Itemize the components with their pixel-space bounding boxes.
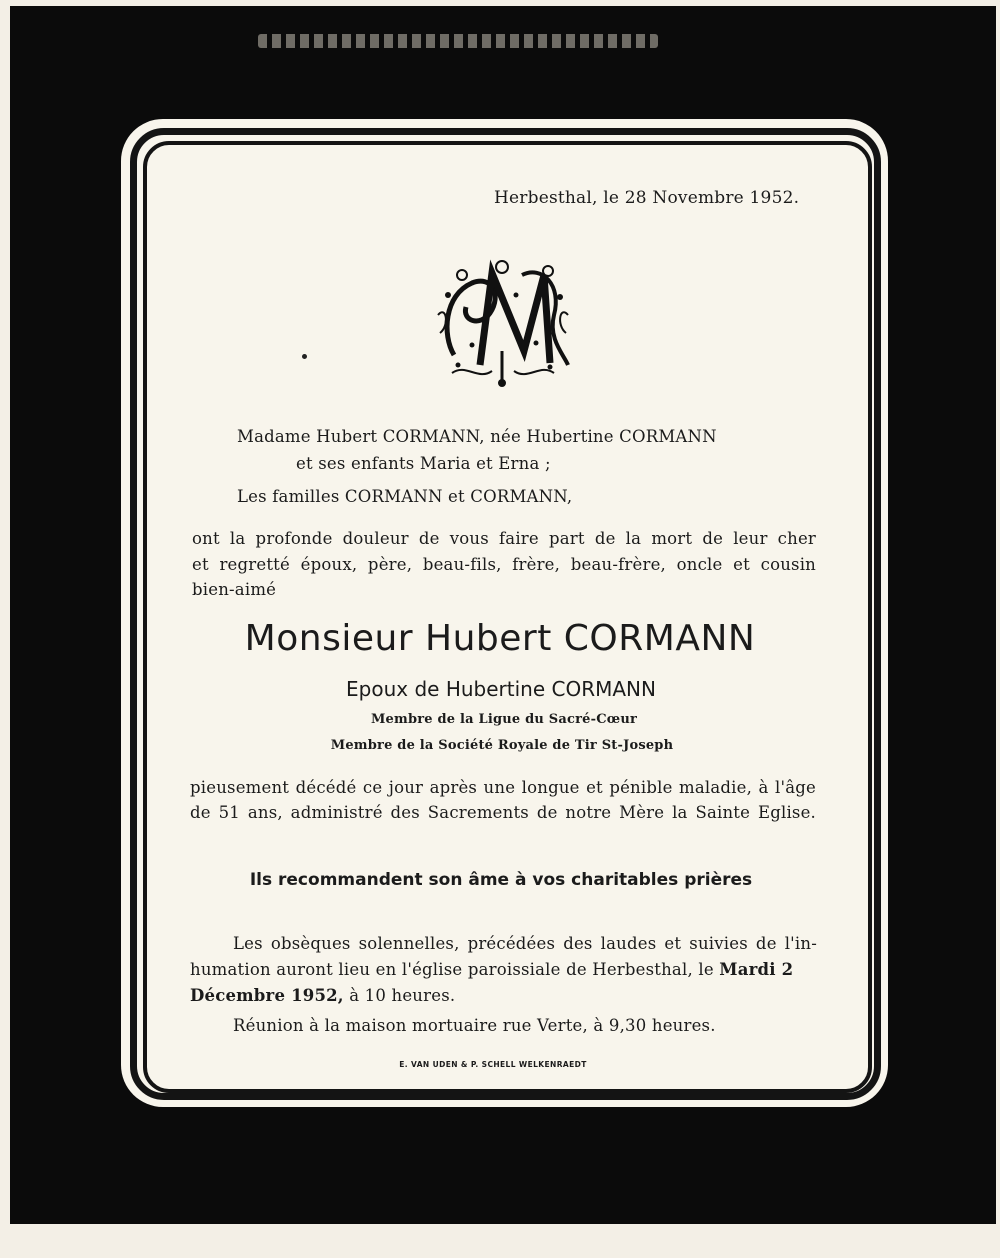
- funeral-line-1: Les obsèques solennelles, précédées des laudes et suivies de l'in-: [233, 934, 817, 953]
- date-line: Herbesthal, le 28 Novembre 1952.: [494, 188, 800, 208]
- binding-stitches: [258, 34, 658, 48]
- meeting-line: Réunion à la maison mortuaire rue Verte, à 9,30 heures.: [233, 1016, 716, 1035]
- prayer-request: Ils recommandent son âme à vos charitables prières: [249, 870, 753, 890]
- announcement-line-1: ont la profonde douleur de vous faire part de la mort de leur cher: [192, 529, 816, 548]
- intro-line-3: Les familles CORMANN et CORMANN,: [237, 487, 573, 506]
- printer-credit: E. VAN UDEN & P. SCHELL WELKENRAEDT: [399, 1060, 587, 1069]
- deceased-name: Monsieur Hubert CORMANN: [244, 618, 756, 659]
- intro-line-2: et ses enfants Maria et Erna ;: [296, 454, 551, 473]
- intro-line-1: Madame Hubert CORMANN, née Hubertine CORMANN: [237, 427, 717, 446]
- spouse-line: Epoux de Hubertine CORMANN: [346, 677, 656, 701]
- death-notice-line-1: pieusement décédé ce jour après une longue et pénible maladie, à l'âge: [190, 778, 816, 797]
- funeral-date-day: Mardi 2: [719, 960, 794, 979]
- membership-line-1: Membre de la Ligue du Sacré-Cœur: [370, 712, 638, 727]
- funeral-line-3: [190, 986, 455, 1005]
- announcement-line-3: bien-aimé: [192, 580, 277, 599]
- membership-line-2: Membre de la Société Royale de Tir St-Joseph: [330, 738, 674, 753]
- funeral-date-month: Décembre 1952,: [190, 986, 344, 1005]
- announcement-line-2: et regretté époux, père, beau-fils, frère, beau-frère, oncle et cousin: [192, 555, 816, 574]
- death-notice-line-2: de 51 ans, administré des Sacrements de notre Mère la Sainte Eglise.: [190, 803, 816, 822]
- funeral-line-2: [190, 960, 817, 979]
- ink-speck: [302, 354, 307, 359]
- funeral-time: à 10 heures.: [343, 986, 456, 1005]
- funeral-line-2-text: humation auront lieu en l'église paroissiale de Herbesthal, le: [190, 960, 720, 979]
- ornate-monogram-icon: [432, 255, 574, 387]
